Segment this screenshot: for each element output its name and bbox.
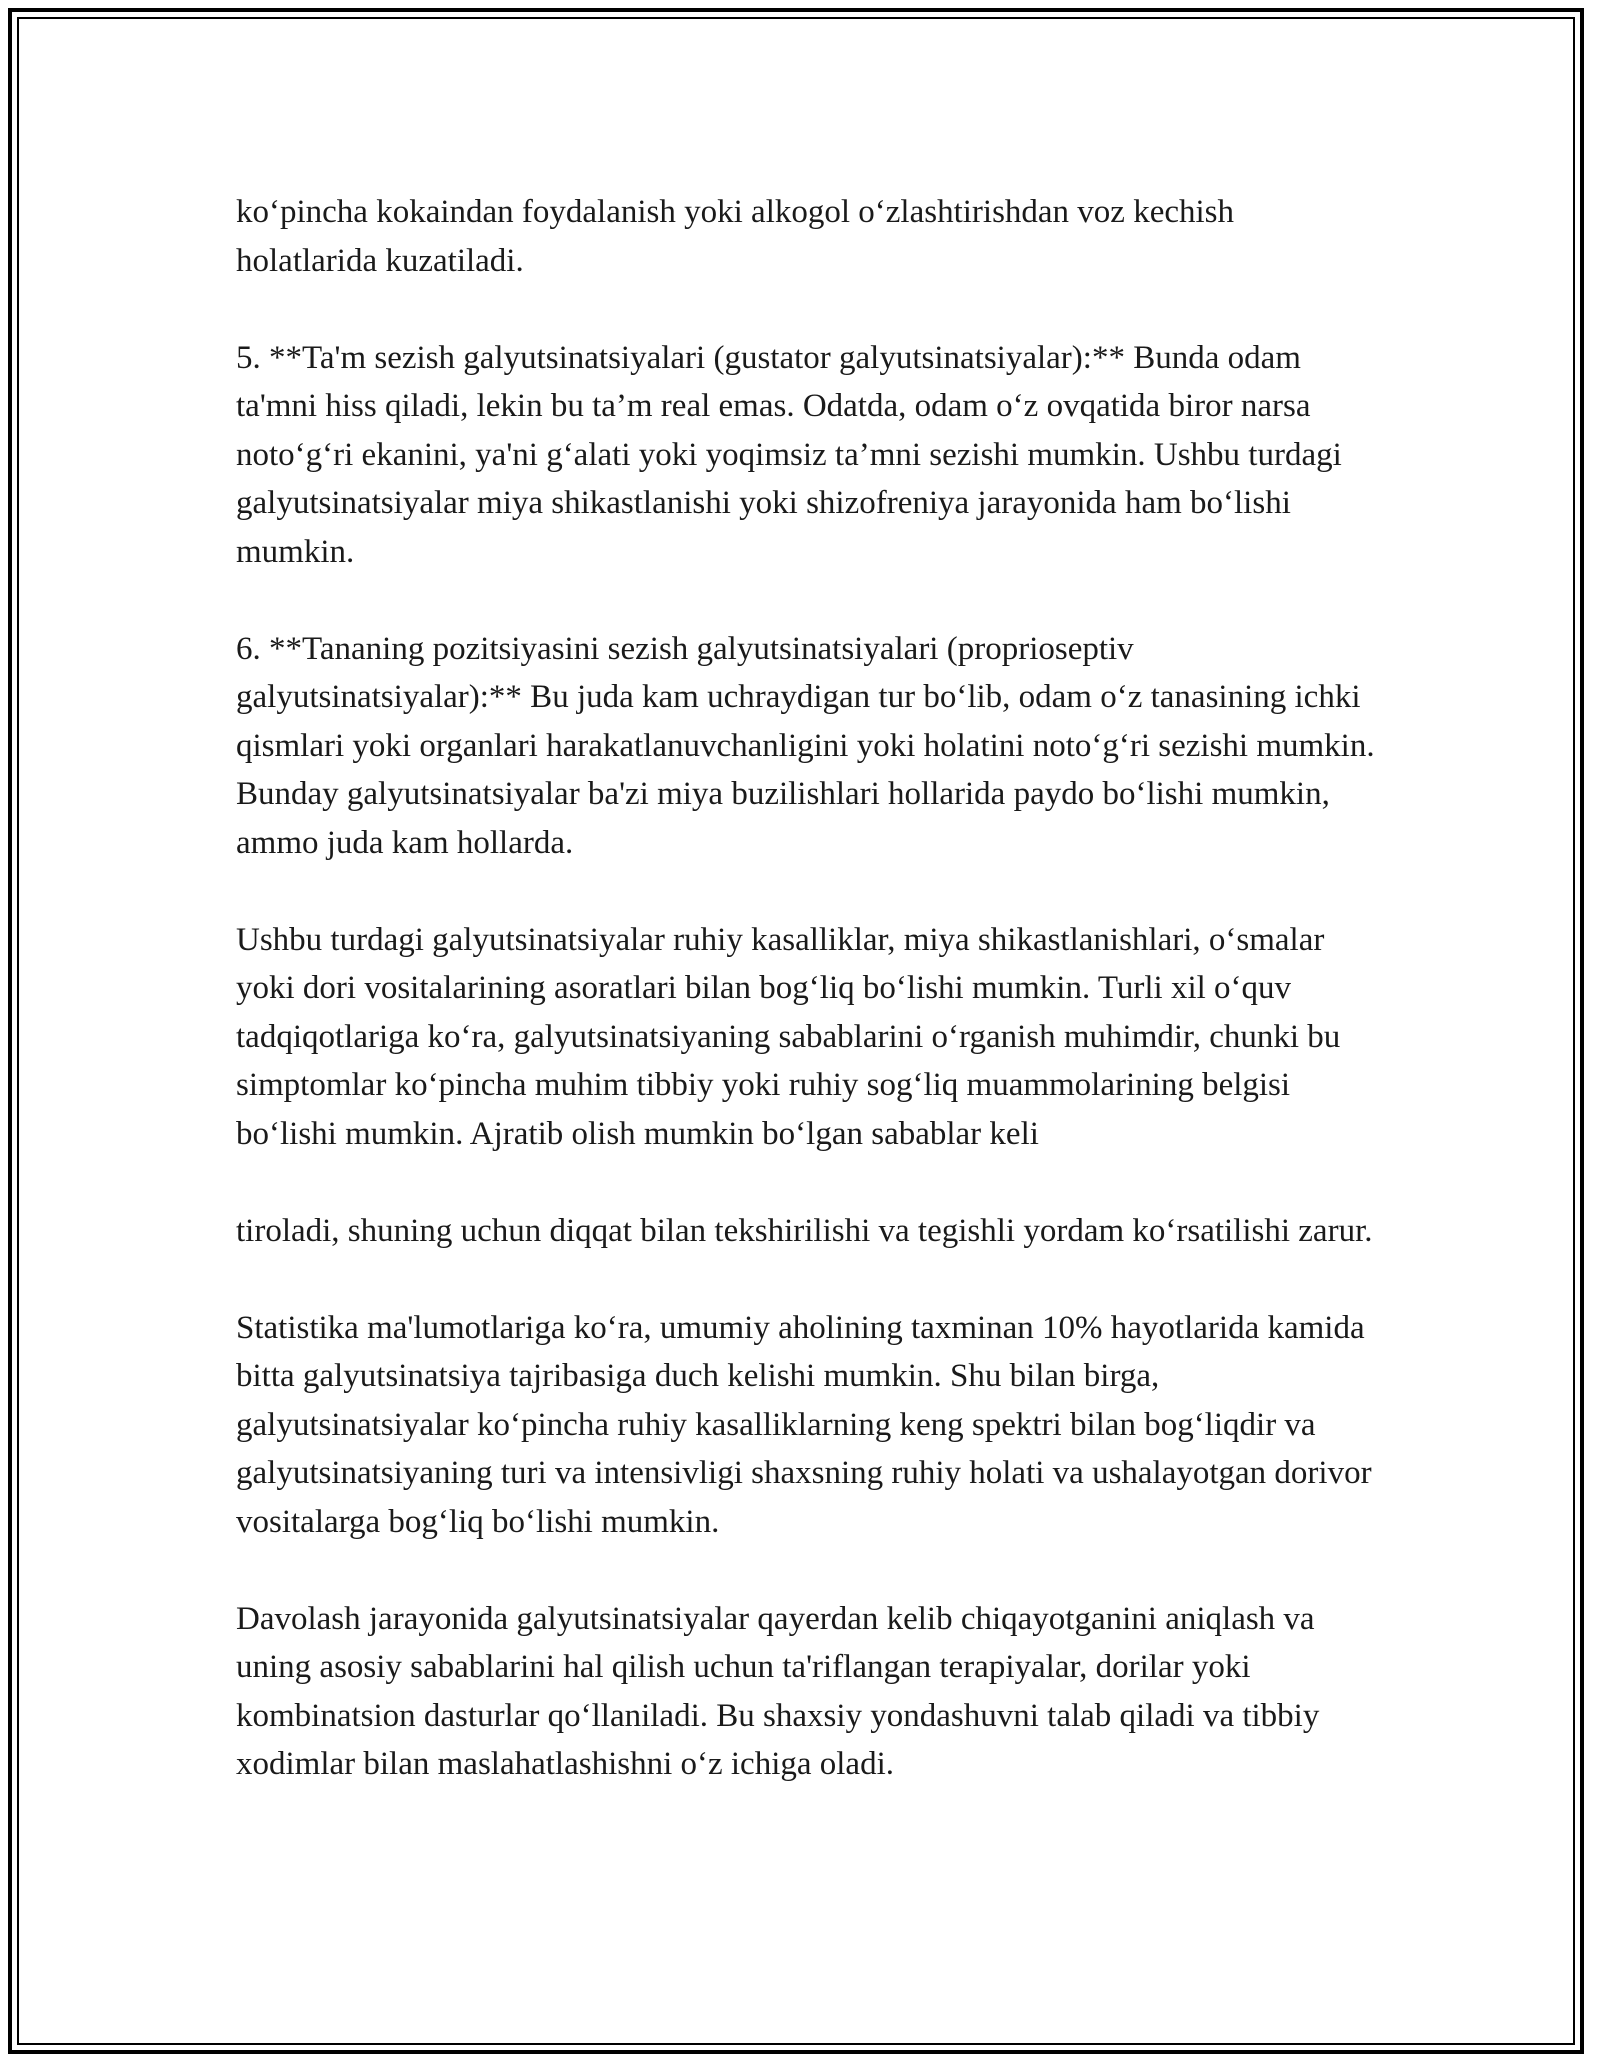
paragraph-statistics: Statistika ma'lumotlariga ko‘ra, umumiy aholining taxminan 10% hayotlarida kamida bitta galyutsinatsiya tajribasiga duch kelishi mumkin. Shu bilan birga, galyutsinatsiyalar ko‘pincha ruhiy kasalliklarning keng spektri bilan bog‘liqdir va galyutsinatsiyaning turi va intensivligi shaxsning ruhiy holati va ushalayotgan dorivor vositalarga bog‘liq bo‘lishi mumkin. (236, 1309, 1372, 1540)
paragraph-treatment: Davolash jarayonida galyutsinatsiyalar qayerdan kelib chiqayotganini aniqlash va uning asosiy sabablarini hal qilish uchun ta'riflangan terapiyalar, dorilar yoki kombinatsion dasturlar qo‘llaniladi. Bu shaxsiy yondashuvni talab qiladi va tibbiy xodimlar bilan maslahatlashishni o‘z ichiga oladi. (236, 1600, 1320, 1782)
paragraph-examination: tiroladi, shuning uchun diqqat bilan tekshirilishi va tegishli yordam ko‘rsatilishi zarur. (236, 1212, 1373, 1249)
paragraph-proprioceptive-hallucinations: 6. **Tananing pozitsiyasini sezish galyutsinatsiyalari (proprioseptiv galyutsinatsiyalar):** Bu juda kam uchraydigan tur bo‘lib, odam o‘z tanasining ichki qismlari yoki organlari harakatlanuvchanligini yoki holatini noto‘g‘ri sezishi mumkin. Bunday galyutsinatsiyalar ba'zi miya buzilishlari hollarida paydo bo‘lishi mumkin, ammo juda kam hollarda. (236, 630, 1375, 861)
paragraph-gustatory-hallucinations: 5. **Ta'm sezish galyutsinatsiyalari (gustator galyutsinatsiyalar):** Bunda odam ta'mni hiss qiladi, lekin bu ta’m real emas. Odatda, odam o‘z ovqatida biror narsa noto‘g‘ri ekanini, ya'ni g‘alati yoki yoqimsiz ta’mni sezishi mumkin. Ushbu turdagi galyutsinatsiyalar miya shikastlanishi yoki shizofreniya jarayonida ham bo‘lishi mumkin. (236, 339, 1342, 570)
document-body (236, 188, 1376, 1789)
paragraph-continuation: ko‘pincha kokaindan foydalanish yoki alkogol o‘zlashtirishdan voz kechish holatlarida kuzatiladi. (236, 194, 1235, 279)
paragraph-causes: Ushbu turdagi galyutsinatsiyalar ruhiy kasalliklar, miya shikastlanishlari, o‘smalar yoki dori vositalarining asoratlari bilan bog‘liq bo‘lishi mumkin. Turli xil o‘quv tadqiqotlariga ko‘ra, galyutsinatsiyaning sabablarini o‘rganish muhimdir, chunki bu simptomlar ko‘pincha muhim tibbiy yoki ruhiy sog‘liq muammolarining belgisi bo‘lishi mumkin. Ajratib olish mumkin bo‘lgan sabablar keli (236, 921, 1341, 1152)
